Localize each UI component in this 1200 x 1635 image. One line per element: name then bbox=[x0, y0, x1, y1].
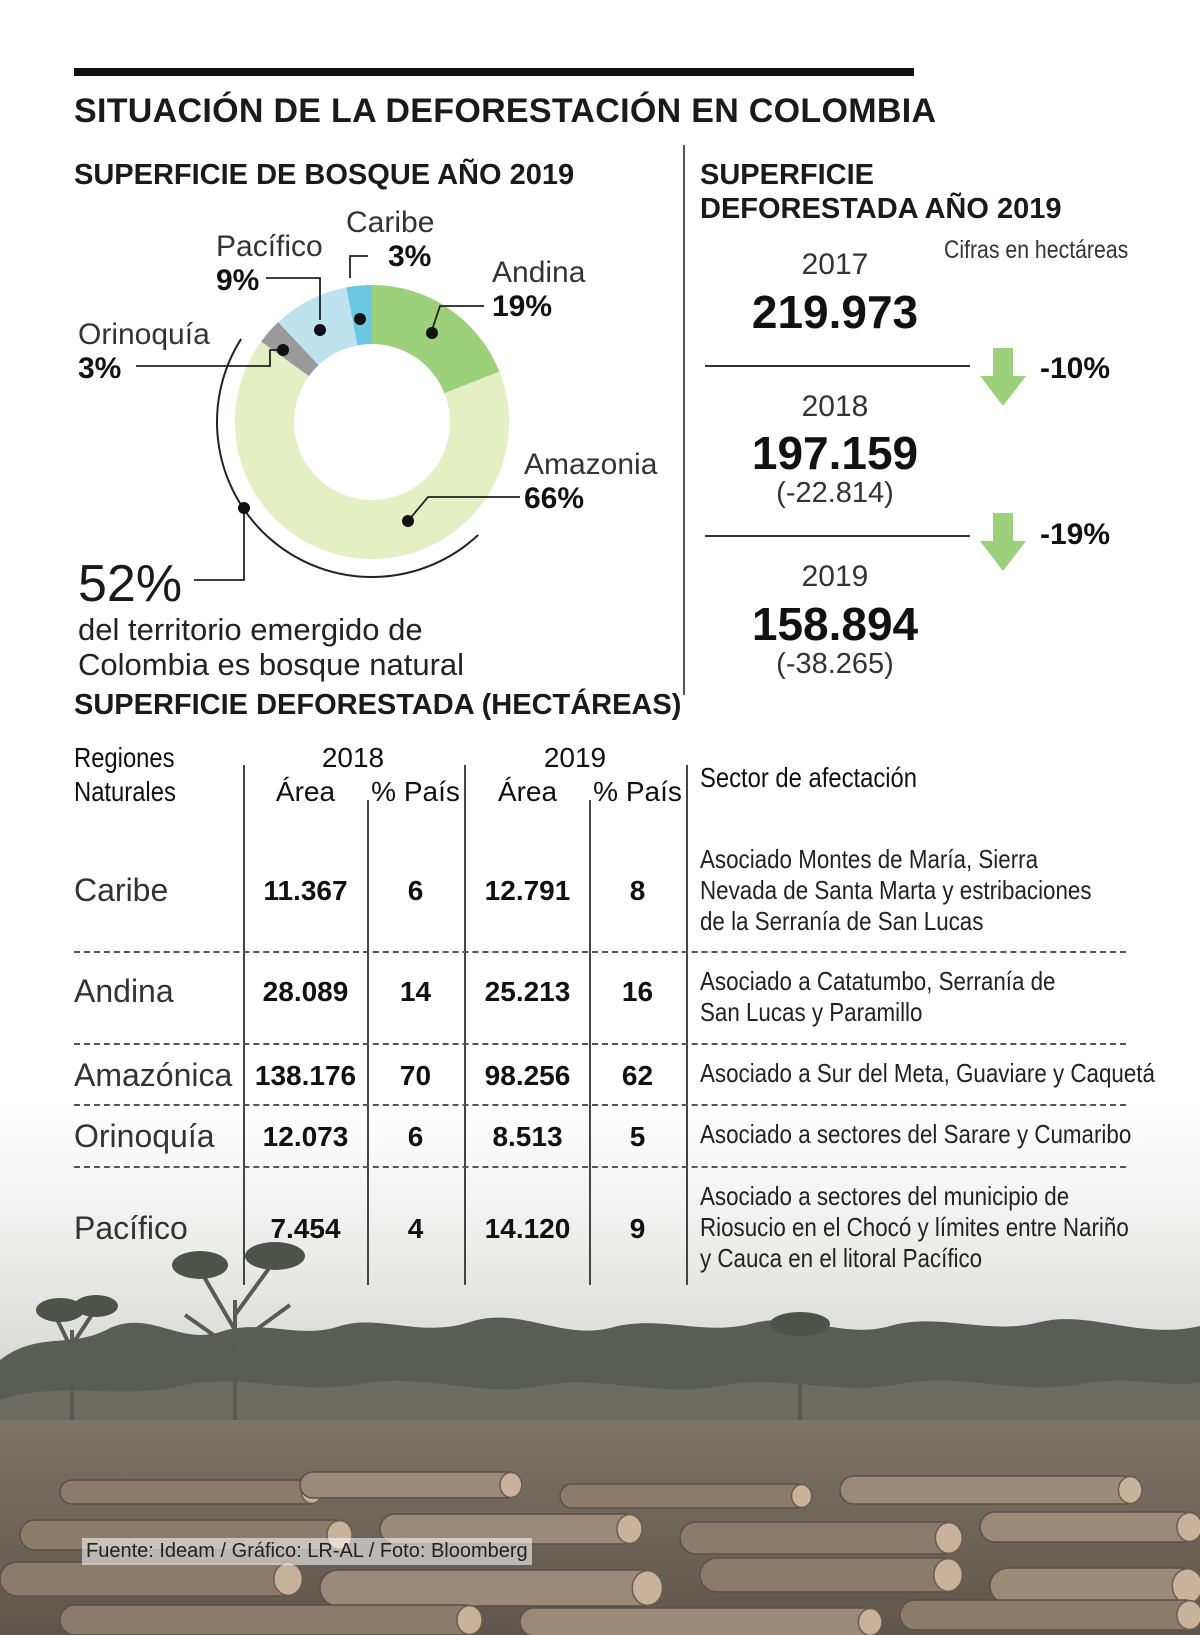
deforested-section-title bbox=[700, 158, 1062, 226]
sector-line: San Lucas y Paramillo bbox=[700, 997, 923, 1027]
down-arrow-icon bbox=[978, 348, 1028, 408]
deforested-title-line1: SUPERFICIE bbox=[700, 159, 875, 191]
forest-description-line2: Colombia es bosque natural bbox=[78, 647, 465, 682]
row-pacifico-sector bbox=[700, 1181, 1129, 1274]
row-caribe-area2018: 11.367 bbox=[263, 875, 348, 906]
log bbox=[980, 1512, 1200, 1542]
column-divider bbox=[464, 765, 466, 1285]
row-pacifico-region: Pacífico bbox=[74, 1210, 188, 1246]
row-andina-area2018: 28.089 bbox=[262, 976, 349, 1007]
log-end bbox=[1177, 1601, 1200, 1630]
log-end bbox=[500, 1473, 522, 1498]
row-caribe-sector bbox=[700, 844, 1092, 937]
row-amazonica-sector bbox=[700, 1058, 1155, 1089]
table-title: SUPERFICIE DEFORESTADA (HECTÁREAS) bbox=[74, 689, 682, 721]
year-2017-value: 219.973 bbox=[751, 286, 919, 338]
row-amazonica-pct2018: 70 bbox=[399, 1060, 432, 1091]
row-caribe-pct2018: 6 bbox=[407, 875, 424, 906]
year-2019-value: 158.894 bbox=[751, 598, 919, 650]
deforested-title-line2: DEFORESTADA AÑO 2019 bbox=[700, 193, 1062, 225]
dot-andina bbox=[426, 327, 438, 339]
row-pacifico-pct2019: 9 bbox=[629, 1213, 646, 1244]
dot-orinoquia bbox=[277, 344, 289, 356]
row-pacifico-area2018: 7.454 bbox=[270, 1213, 341, 1244]
sector-line: Nevada de Santa Marta y estribaciones bbox=[700, 875, 1092, 905]
divider-2018-2019 bbox=[705, 535, 970, 537]
log bbox=[60, 1605, 480, 1635]
header-regions-line2: Naturales bbox=[74, 776, 176, 807]
label-andina-name: Andina bbox=[492, 256, 586, 289]
label-andina-pct: 19% bbox=[492, 290, 553, 323]
down-arrow-icon bbox=[978, 513, 1028, 573]
sector-line: y Cauca en el litoral Pacífico bbox=[700, 1243, 983, 1273]
row-andina-pct2019: 16 bbox=[621, 976, 654, 1007]
label-orinoquia-name: Orinoquía bbox=[78, 318, 210, 351]
header-sector: Sector de afectación bbox=[700, 762, 917, 793]
forest-percentage: 52% bbox=[78, 555, 183, 613]
log-end bbox=[1177, 1513, 1200, 1542]
log bbox=[560, 1484, 810, 1508]
log bbox=[60, 1480, 320, 1504]
column-divider bbox=[243, 765, 245, 1285]
year-2018-change: (-22.814) bbox=[776, 477, 894, 509]
dot-amazonia bbox=[402, 515, 414, 527]
row-pacifico-area2019: 14.120 bbox=[484, 1213, 571, 1244]
year-2018-value: 197.159 bbox=[751, 427, 919, 479]
row-andina-area2019: 25.213 bbox=[484, 976, 571, 1007]
row-separator bbox=[74, 1166, 1126, 1168]
leader-52 bbox=[194, 508, 244, 580]
header-pct-2018: % País bbox=[371, 776, 460, 807]
log-end bbox=[1172, 1569, 1200, 1604]
divider-2017-2018 bbox=[705, 365, 970, 367]
year-2019-change: (-38.265) bbox=[776, 648, 894, 680]
log-end bbox=[632, 1571, 662, 1606]
units-note: Cifras en hectáreas bbox=[944, 236, 1129, 264]
row-andina-pct2018: 14 bbox=[399, 976, 432, 1007]
log bbox=[700, 1558, 960, 1592]
row-separator bbox=[74, 1104, 1126, 1106]
log bbox=[300, 1472, 520, 1498]
year-2017-label: 2017 bbox=[801, 248, 869, 281]
dot-pacifico bbox=[314, 324, 326, 336]
label-orinoquia-pct: 3% bbox=[78, 352, 122, 385]
log-end bbox=[457, 1606, 482, 1635]
label-amazonia-pct: 66% bbox=[524, 482, 585, 515]
sector-line: Asociado Montes de María, Sierra bbox=[700, 844, 1039, 874]
label-amazonia-name: Amazonia bbox=[524, 448, 658, 481]
row-amazonica-region: Amazónica bbox=[74, 1057, 233, 1093]
row-orinoquia-pct2018: 6 bbox=[407, 1121, 424, 1152]
label-caribe-pct: 3% bbox=[388, 240, 432, 273]
row-separator bbox=[74, 1043, 1126, 1045]
header-regions-line1: Regiones bbox=[74, 742, 175, 773]
header-area-2018: Área bbox=[275, 776, 336, 807]
sector-line: Asociado a sectores del Sarare y Cumaribo bbox=[700, 1119, 1132, 1149]
log-end bbox=[934, 1559, 963, 1592]
log-end bbox=[617, 1515, 642, 1544]
header-pct-2019: % País bbox=[593, 776, 682, 807]
header-year-2018: 2018 bbox=[321, 742, 385, 773]
row-amazonica-area2019: 98.256 bbox=[484, 1060, 571, 1091]
log bbox=[990, 1568, 1200, 1604]
log bbox=[680, 1522, 960, 1554]
row-pacifico-pct2018: 4 bbox=[407, 1213, 424, 1244]
label-pacifico-name: Pacífico bbox=[216, 230, 323, 263]
log-end bbox=[858, 1609, 882, 1635]
change-2018-pct: -10% bbox=[1040, 352, 1111, 385]
header-area-2019: Área bbox=[497, 776, 558, 807]
forest-description bbox=[78, 612, 464, 682]
dot-caribe bbox=[354, 313, 366, 325]
row-orinoquia-area2018: 12.073 bbox=[262, 1121, 349, 1152]
log-end bbox=[935, 1523, 962, 1554]
row-amazonica-area2018: 138.176 bbox=[254, 1060, 357, 1091]
row-orinoquia-region: Orinoquía bbox=[74, 1118, 215, 1154]
year-2019-label: 2019 bbox=[801, 560, 869, 593]
row-separator bbox=[74, 951, 1126, 953]
log-end bbox=[792, 1484, 812, 1507]
sector-line: Asociado a Sur del Meta, Guaviare y Caquetá bbox=[700, 1058, 1155, 1088]
row-andina-region: Andina bbox=[74, 973, 174, 1009]
dot-52 bbox=[238, 502, 250, 514]
row-caribe-area2019: 12.791 bbox=[484, 875, 571, 906]
row-amazonica-pct2019: 62 bbox=[621, 1060, 654, 1091]
page-title: SITUACIÓN DE LA DEFORESTACIÓN EN COLOMBIA bbox=[74, 92, 937, 130]
row-andina-sector bbox=[700, 966, 1055, 1028]
label-pacifico-pct: 9% bbox=[216, 264, 260, 297]
row-caribe-pct2019: 8 bbox=[629, 875, 646, 906]
row-orinoquia-sector bbox=[700, 1119, 1131, 1150]
log bbox=[900, 1600, 1200, 1630]
source-credit: Fuente: Ideam / Gráfico: LR-AL / Foto: Bloomberg bbox=[82, 1538, 532, 1565]
sector-line: de la Serranía de San Lucas bbox=[700, 906, 984, 936]
year-2018-label: 2018 bbox=[801, 390, 869, 423]
section-divider bbox=[683, 145, 685, 695]
row-caribe-region: Caribe bbox=[74, 872, 169, 908]
log bbox=[520, 1608, 880, 1635]
row-orinoquia-pct2019: 5 bbox=[629, 1121, 646, 1152]
log-end bbox=[274, 1563, 303, 1596]
log-end bbox=[1118, 1477, 1142, 1504]
log bbox=[0, 1562, 300, 1596]
sector-line: Asociado a Catatumbo, Serranía de bbox=[700, 966, 1056, 996]
forest-section-title: SUPERFICIE DE BOSQUE AÑO 2019 bbox=[74, 159, 575, 191]
log bbox=[840, 1476, 1140, 1504]
sector-line: Asociado a sectores del municipio de bbox=[700, 1181, 1070, 1211]
change-2019-pct: -19% bbox=[1040, 518, 1111, 551]
label-caribe-name: Caribe bbox=[346, 206, 435, 239]
sector-line: Riosucio en el Chocó y límites entre Nariño bbox=[700, 1212, 1129, 1242]
forest-description-line1: del territorio emergido de bbox=[78, 612, 423, 647]
log bbox=[320, 1570, 660, 1606]
row-orinoquia-area2019: 8.513 bbox=[492, 1121, 563, 1152]
column-divider bbox=[686, 765, 688, 1285]
leader-caribe bbox=[350, 256, 368, 278]
slice-andina bbox=[372, 285, 499, 393]
header-year-2019: 2019 bbox=[543, 742, 607, 773]
